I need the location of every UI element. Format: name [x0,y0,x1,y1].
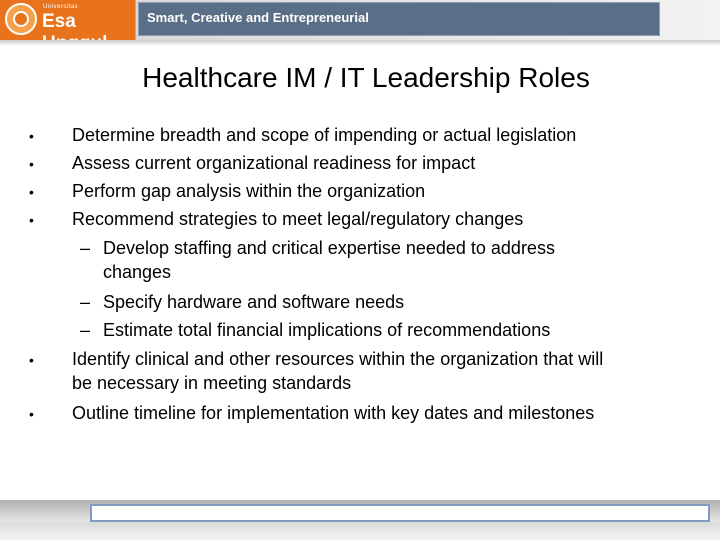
bullet-marker: • [29,184,34,200]
list-item: Determine breadth and scope of impending or actual legislation [72,125,577,145]
sub-list-item-continued: changes [103,262,172,282]
list-item: Perform gap analysis within the organization [72,181,426,201]
list-item: Assess current organizational readiness for impact [72,153,476,173]
slide-title: Healthcare IM / IT Leadership Roles [142,62,590,93]
bullet-marker: • [29,156,34,172]
footer-box [90,504,710,522]
sub-list-item: Specify hardware and software needs [103,292,405,312]
sub-bullet-marker: – [80,320,91,340]
logo-name: Esa [42,11,76,32]
footer-strip [0,522,720,540]
bullet-marker: • [29,212,34,228]
list-item: Identify clinical and other resources within the organization that will [72,349,604,369]
sub-list-item: Estimate total financial implications of recommendations [103,320,551,340]
sub-bullet-marker: – [80,292,91,312]
list-item-continued: be necessary in meeting standards [72,373,352,393]
sub-bullet-marker: – [80,238,91,258]
bullet-marker: • [29,352,34,368]
sub-list-item: Develop staffing and critical expertise needed to address [103,238,555,258]
list-item: Recommend strategies to meet legal/regulatory changes [72,209,524,229]
logo-caption: Universitas [43,4,79,10]
list-item: Outline timeline for implementation with key dates and milestones [72,403,595,423]
bullet-marker: • [29,128,34,144]
tagline: Smart, Creative and Entrepreneurial [147,10,369,25]
bullet-marker: • [29,406,34,422]
